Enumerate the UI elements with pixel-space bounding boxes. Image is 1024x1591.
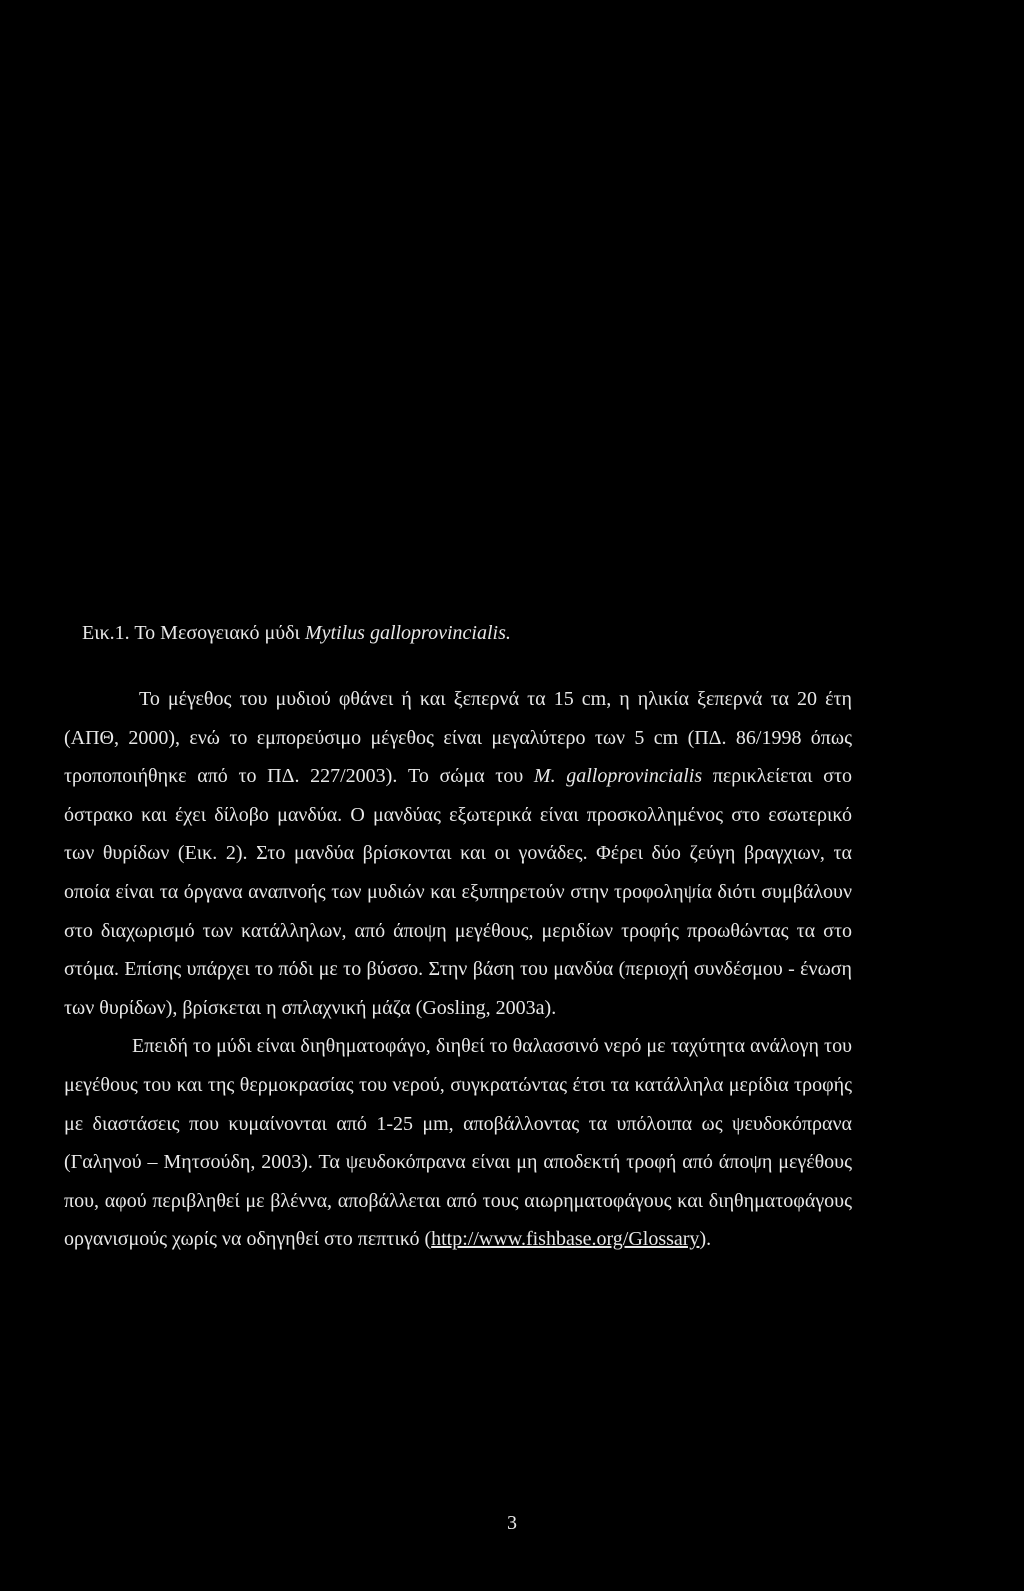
body-text	[64, 680, 852, 1259]
paragraph-1-part-1: Το μέγεθος του μυδιού φθάνει ή και ξεπερνά τα 15 cm, η ηλικία ξεπερνά τα 20 έτη (ΑΠΘ, 2000), ενώ το εμπορεύσιμο μέγεθος είναι μεγαλύτερο των 5 cm (ΠΔ. 86/1998 όπως τροποποιήθηκε από το ΠΔ. 227/2003). Το σώμα του	[64, 688, 852, 788]
paragraph-2	[64, 1027, 852, 1259]
paragraph-2-end: ).	[699, 1228, 712, 1251]
figure-image	[0, 0, 1024, 600]
fishbase-link[interactable]: http://www.fishbase.org/Glossary	[431, 1228, 700, 1251]
page-number: 3	[507, 1512, 517, 1534]
paragraph-1	[64, 680, 852, 1027]
caption-prefix: Εικ.1. Το Μεσογειακό μύδι	[82, 622, 305, 644]
paragraph-1-species: M. galloprovincialis	[533, 765, 703, 788]
paragraph-2-text: Επειδή το μύδι είναι διηθηματοφάγο, διηθεί το θαλασσινό νερό με ταχύτητα ανάλογη του μεγέθους του και της θερμοκρασίας του νερού, συγκρατώντας έτσι τα κατάλληλα μερίδια τροφής με διαστάσεις που κυμαίνονται από 1-25 μm, αποβάλλοντας τα υπόλοιπα ως ψευδοκόπρανα (Γαληνού – Μητσούδη, 2003). Τα ψευδοκόπρανα είναι μη αποδεκτή τροφή από άποψη μεγέθους που, αφού περιβληθεί με βλέννα, αποβάλλεται από τους αιωρηματοφάγους και διηθηματοφάγους οργανισμούς χωρίς να οδηγηθεί στο πεπτικό (	[64, 1035, 852, 1251]
paragraph-1-part-2: περικλείεται στο όστρακο και έχει δίλοβο μανδύα. Ο μανδύας εξωτερικά είναι προσκολλημένος στο εσωτερικό των θυρίδων (Εικ. 2). Στο μανδύα βρίσκονται και οι γονάδες. Φέρει δύο ζεύγη βραγχιων, τα οποία είναι τα όργανα αναπνοής των μυδιών και εξυπηρετούν στην τροφοληψία διότι συμβάλουν στο διαχωρισμό των κατάλληλων, από άποψη μεγέθους, μεριδίων τροφής προωθώντας τα στο στόμα. Επίσης υπάρχει το πόδι με το βύσσο. Στην βάση του μανδύα (περιοχή συνδέσμου - ένωση των θυρίδων), βρίσκεται η σπλαχνική μάζα (Gosling, 2003a).	[64, 765, 852, 1019]
caption-species: Mytilus galloprovincialis.	[304, 622, 511, 644]
figure-caption	[82, 620, 511, 646]
